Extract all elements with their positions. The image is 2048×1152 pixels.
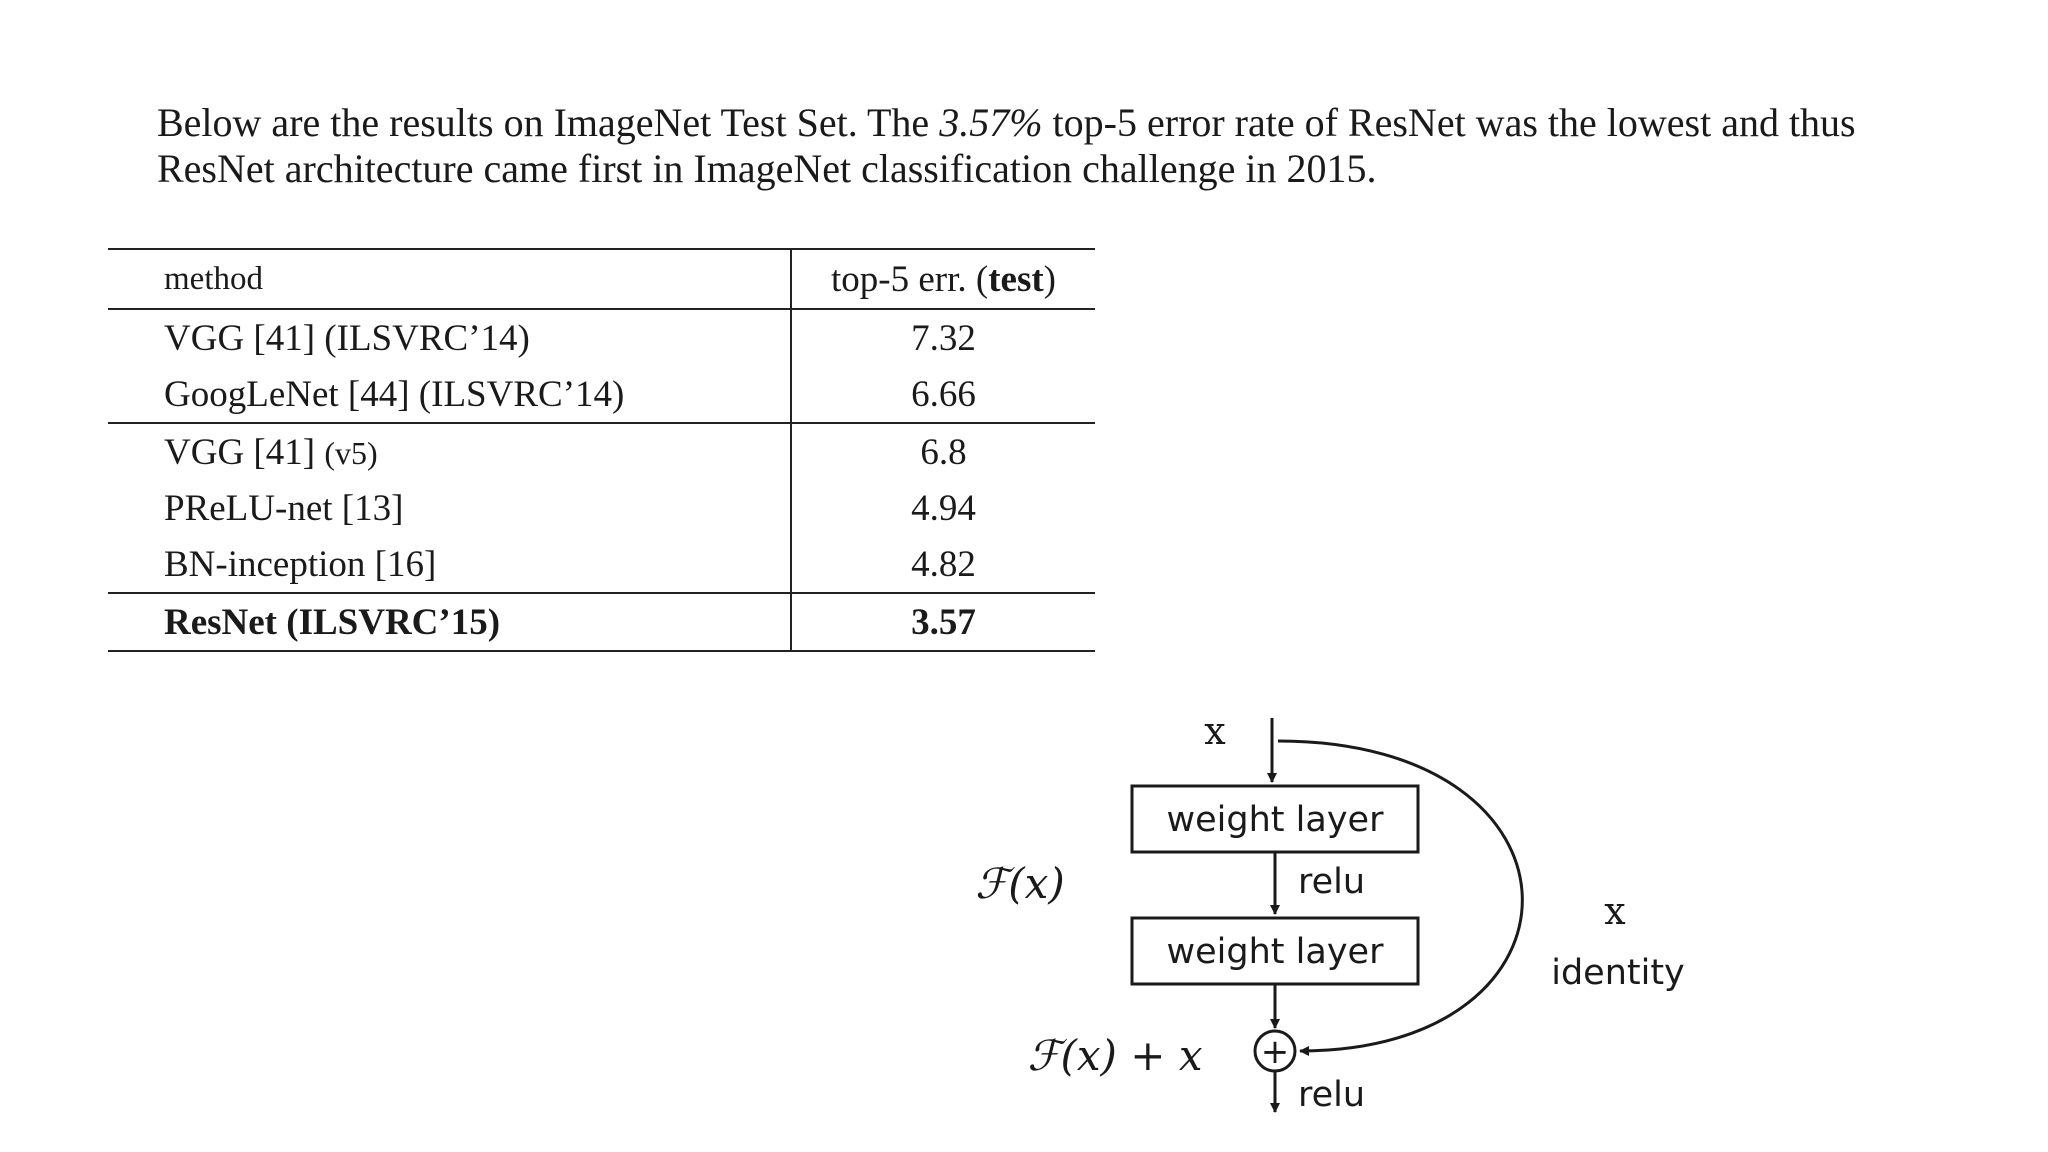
relu-out-label: relu	[1298, 1075, 1366, 1115]
weight-layer-2-label: weight layer	[1166, 932, 1384, 972]
row-error: 6.8	[920, 431, 967, 473]
weight-layer-1-label: weight layer	[1166, 800, 1384, 840]
row-method: BN-inception [16]	[108, 536, 791, 593]
intro-highlight: 3.57%	[939, 100, 1043, 145]
header-err-text: top-5 err. (	[831, 258, 989, 300]
shortcut-x-label: x	[1604, 889, 1626, 933]
row-error: 3.57	[791, 593, 1095, 651]
fx-label: ℱ(x)	[975, 859, 1065, 908]
row-method: VGG [41] (ILSVRC’14)	[108, 309, 791, 366]
row-error: 6.66	[791, 366, 1095, 423]
identity-label: identity	[1551, 953, 1685, 993]
relu-mid-label: relu	[1298, 862, 1366, 902]
row-method: GoogLeNet [44] (ILSVRC’14)	[108, 366, 791, 423]
row-method: PReLU-net [13]	[108, 480, 791, 536]
row-method: VGG [41]	[164, 431, 325, 473]
intro-text-after: top-5 error rate of ResNet was the lowest and thus ResNet architecture came first in ImageNet classification challenge in 2015.	[157, 100, 1856, 191]
sum-label: ℱ(x) + x	[1027, 1031, 1203, 1080]
row-error: 7.32	[911, 317, 976, 359]
row-error: 4.82	[791, 536, 1095, 593]
input-x-label: x	[1204, 709, 1226, 753]
header-err-close: )	[1043, 258, 1056, 300]
row-error: 4.94	[911, 487, 976, 529]
row-method: ResNet (ILSVRC’15)	[108, 593, 791, 651]
header-err-strong: test	[988, 258, 1044, 300]
row-method-note: (v5)	[324, 434, 378, 471]
intro-text-before: Below are the results on ImageNet Test Set. The	[157, 100, 940, 145]
sum-plus-symbol: +	[1260, 1032, 1290, 1072]
header-method: method	[108, 249, 791, 309]
